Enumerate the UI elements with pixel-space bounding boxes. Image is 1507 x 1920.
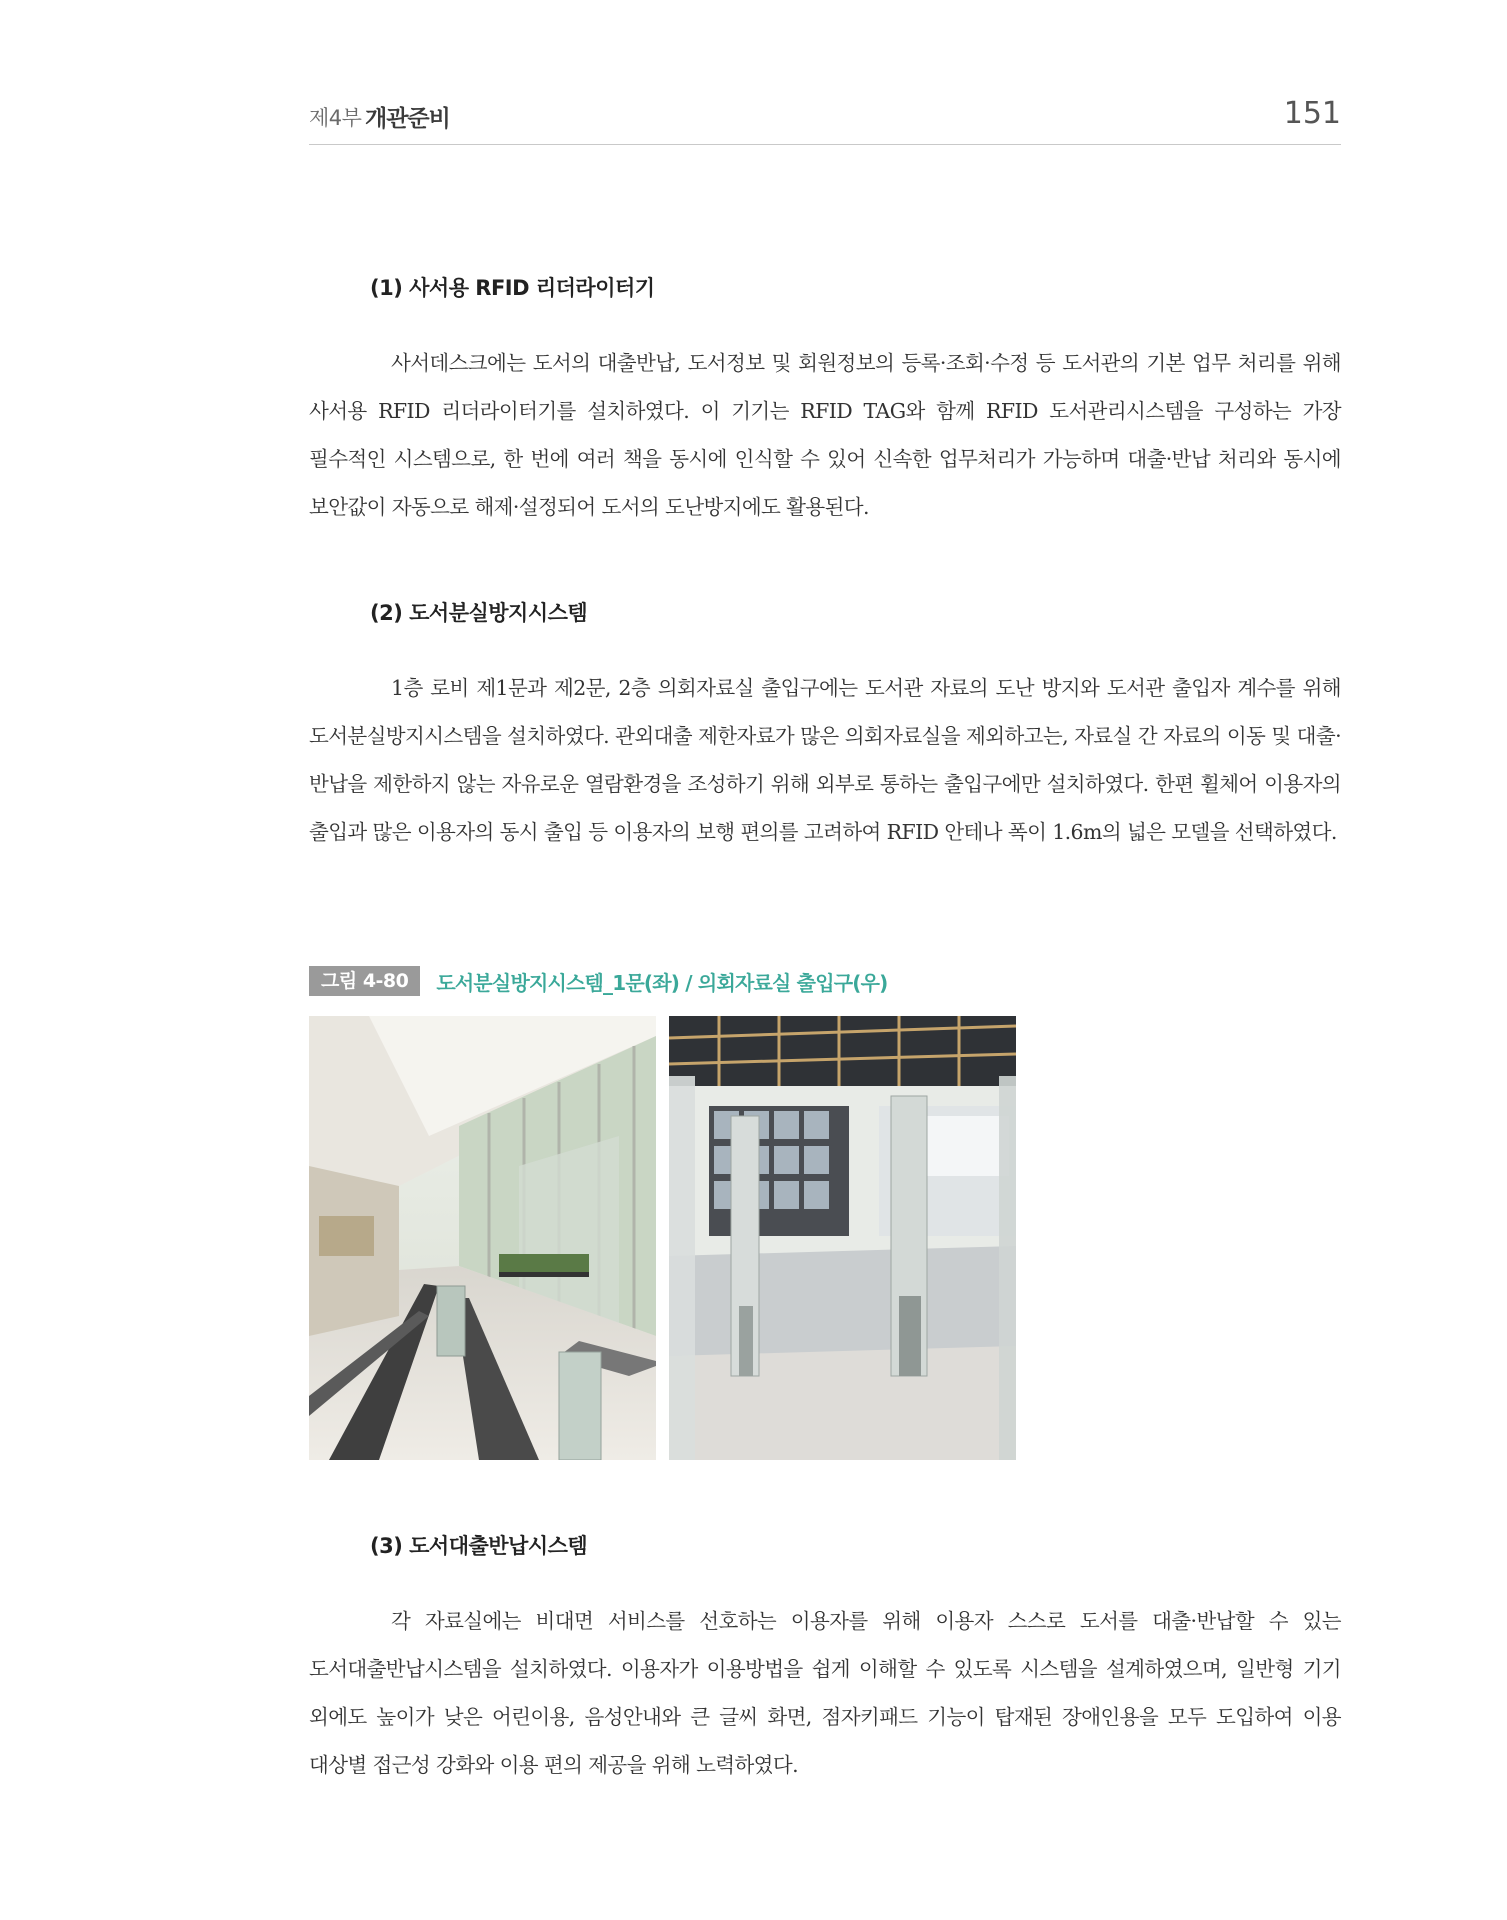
figure-title: 도서분실방지시스템_1문(좌) / 의회자료실 출입구(우) [436,970,888,995]
photo-assembly-room-entrance [669,1016,1016,1460]
section-heading-rfid-reader: (1) 사서용 RFID 리더라이터기 [370,276,655,300]
figure-caption [309,966,887,996]
section-paragraph-self-checkout: 각 자료실에는 비대면 서비스를 선호하는 이용자를 위해 이용자 스스로 도서를 대출·반납할 수 있는 도서대출반납시스템을 설치하였다. 이용자가 이용방법을 쉽게 이해할 수 있도록 시스템을 설계하였으며, 일반형 기기 외에도 높이가 낮은 어린이용, 음성안내와 큰 글씨 화면, 점자키패드 기능이 탑재된 장애인용을 모두 도입하여 이용 대상별 접근성 강화와 이용 편의 제공을 위해 노력하였다. [309,1609,1341,1777]
page-header [309,96,1341,145]
section-paragraph-anti-theft: 1층 로비 제1문과 제2문, 2층 의회자료실 출입구에는 도서관 자료의 도난 방지와 도서관 출입자 계수를 위해 도서분실방지시스템을 설치하였다. 관외대출 제한자료가 많은 의회자료실을 제외하고는, 자료실 간 자료의 이동 및 대출·반납을 제한하지 않는 자유로운 열람환경을 조성하기 위해 외부로 통하는 출입구에만 설치하였다. 한편 휠체어 이용자의 출입과 많은 이용자의 동시 출입 등 이용자의 보행 편의를 고려하여 RFID 안테나 폭이 1.6m의 넓은 모델을 선택하였다. [309,676,1341,844]
page-number: 151 [1283,96,1341,131]
header-part-label: 제4부 [309,106,362,130]
header-chapter-title: 개관준비 [365,106,450,132]
section-paragraph-rfid-reader: 사서데스크에는 도서의 대출반납, 도서정보 및 회원정보의 등록·조회·수정 등 도서관의 기본 업무 처리를 위해 사서용 RFID 리더라이터기를 설치하였다. 이 기기는 RFID TAG와 함께 RFID 도서관리시스템을 구성하는 가장 필수적인 시스템으로, 한 번에 여러 책을 동시에 인식할 수 있어 신속한 업무처리가 가능하며 대출·반납 처리와 동시에 보안값이 자동으로 해제·설정되어 도서의 도난방지에도 활용된다. [309,351,1341,519]
section-heading-anti-theft: (2) 도서분실방지시스템 [370,601,588,625]
photo-lobby-gate [309,1016,656,1460]
figure-number-badge: 그림 4-80 [309,966,420,996]
section-heading-self-checkout: (3) 도서대출반납시스템 [370,1534,588,1558]
